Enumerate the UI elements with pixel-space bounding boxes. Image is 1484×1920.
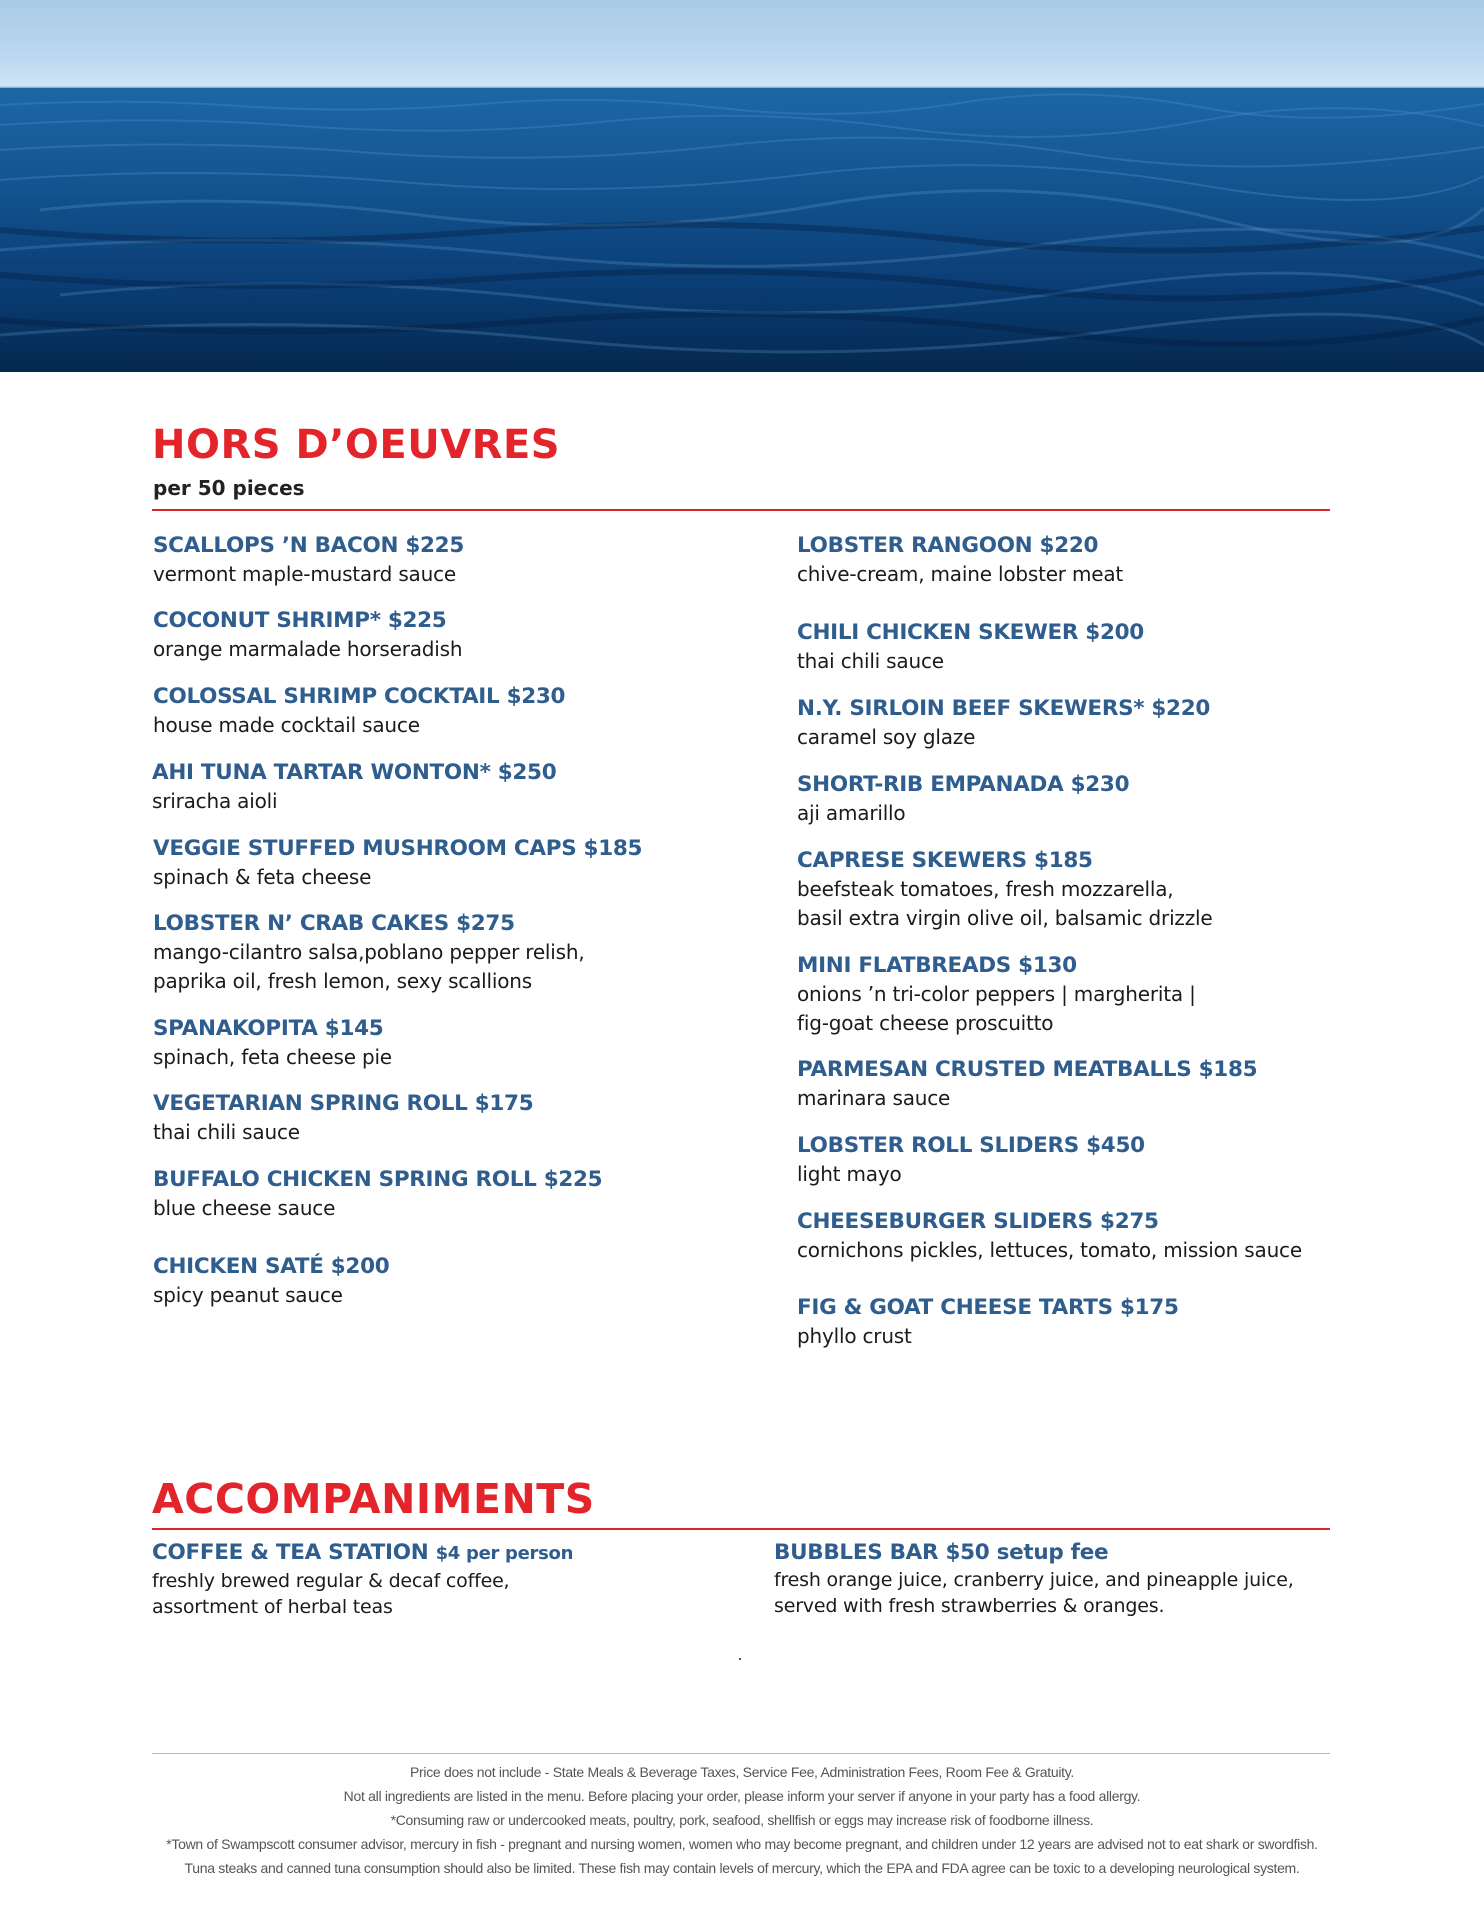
menu-item-description: vermont maple-mustard sauce (153, 562, 456, 586)
menu-item-name: CHEESEBURGER SLIDERS $275 (797, 1209, 1159, 1234)
menu-item-lobster-rangoon (797, 531, 1317, 589)
menu-item-description: house made cocktail sauce (153, 713, 420, 737)
menu-item-description: light mayo (797, 1162, 902, 1186)
menu-item-name: LOBSTER RANGOON $220 (797, 533, 1099, 558)
menu-item-spanakopita (153, 1014, 673, 1072)
footer-line-price: Price does not include - State Meals & Beverage Taxes, Service Fee, Administration Fees, Room Fee & Gratuity. (410, 1764, 1074, 1780)
ocean-banner-image (0, 0, 1484, 372)
footer-line-mercury-advisory: *Town of Swampscott consumer advisor, mercury in fish - pregnant and nursing women, women who may become pregnant, and children under 12 years are advised not to eat shark or swordfish. (166, 1836, 1318, 1852)
menu-item-description: spicy peanut sauce (153, 1283, 343, 1307)
menu-item-description: aji amarillo (797, 801, 906, 825)
menu-item-description: spinach & feta cheese (153, 865, 372, 889)
menu-item-fig-goat-cheese-tarts (797, 1293, 1317, 1351)
menu-item-name: N.Y. SIRLOIN BEEF SKEWERS* $220 (797, 696, 1211, 721)
menu-item-ny-sirloin-beef-skewers (797, 694, 1317, 752)
footer-disclaimer (0, 1760, 1484, 1880)
menu-item-name: AHI TUNA TARTAR WONTON* $250 (152, 760, 557, 785)
menu-item-description: mango-cilantro salsa,poblano pepper relish, paprika oil, fresh lemon, sexy scallions (153, 940, 585, 993)
menu-item-description: spinach, feta cheese pie (153, 1045, 392, 1069)
menu-item-scallops-n-bacon (153, 531, 673, 589)
menu-item-name: CHICKEN SATÉ $200 (153, 1254, 390, 1279)
accompaniment-price: $4 per person (435, 1543, 574, 1564)
menu-item-description: thai chili sauce (797, 649, 944, 673)
menu-item-name: PARMESAN CRUSTED MEATBALLS $185 (797, 1057, 1258, 1082)
footer-line-raw-food: *Consuming raw or undercooked meats, poultry, pork, seafood, shellfish or eggs may increase risk of foodborne illness. (390, 1812, 1094, 1828)
menu-item-description: orange marmalade horseradish (153, 637, 463, 661)
menu-item-name: LOBSTER N’ CRAB CAKES $275 (153, 911, 515, 936)
menu-item-description: beefsteak tomatoes, fresh mozzarella, basil extra virgin olive oil, balsamic drizzle (797, 877, 1213, 930)
menu-item-mini-flatbreads (797, 951, 1317, 1038)
menu-item-description: chive-cream, maine lobster meat (797, 562, 1124, 586)
accompaniment-name: BUBBLES BAR $50 setup fee (774, 1540, 1109, 1565)
menu-item-description: marinara sauce (797, 1086, 951, 1110)
menu-item-parmesan-crusted-meatballs (797, 1055, 1317, 1113)
accompaniment-description: fresh orange juice, cranberry juice, and pineapple juice, served with fresh strawberries & oranges. (774, 1569, 1294, 1617)
menu-item-lobster-roll-sliders (797, 1131, 1317, 1189)
accompaniment-name: COFFEE & TEA STATION $4 per person (152, 1540, 574, 1565)
menu-item-description: sriracha aioli (152, 789, 278, 813)
menu-item-name: SCALLOPS ’N BACON $225 (153, 533, 464, 558)
menu-item-description: cornichons pickles, lettuces, tomato, mission sauce (797, 1238, 1302, 1262)
menu-item-name: SPANAKOPITA $145 (153, 1016, 384, 1041)
menu-item-vegetarian-spring-roll (153, 1089, 673, 1147)
menu-item-name: VEGETARIAN SPRING ROLL $175 (153, 1091, 534, 1116)
menu-item-name: CAPRESE SKEWERS $185 (797, 848, 1093, 873)
menu-item-name: FIG & GOAT CHEESE TARTS $175 (797, 1295, 1179, 1320)
menu-item-name: SHORT-RIB EMPANADA $230 (797, 772, 1130, 797)
ocean-waves-graphic (0, 0, 1484, 372)
menu-item-description: thai chili sauce (153, 1120, 300, 1144)
menu-item-name: COLOSSAL SHRIMP COCKTAIL $230 (153, 684, 566, 709)
menu-item-description: caramel soy glaze (797, 725, 976, 749)
menu-item-cheeseburger-sliders (797, 1207, 1357, 1265)
accompaniment-description: freshly brewed regular & decaf coffee, assortment of herbal teas (152, 1570, 510, 1618)
menu-item-veggie-stuffed-mushroom-caps (153, 834, 673, 892)
accompaniments-divider (152, 1528, 1330, 1530)
stray-dot (739, 1658, 741, 1660)
footer-line-tuna: Tuna steaks and canned tuna consumption should also be limited. These fish may contain levels of mercury, which the EPA and FDA agree can be toxic to a developing neurological system. (184, 1860, 1300, 1876)
menu-item-name: MINI FLATBREADS $130 (797, 953, 1077, 978)
menu-item-name: COCONUT SHRIMP* $225 (153, 608, 447, 633)
menu-item-ahi-tuna-tartar-wonton (152, 758, 672, 816)
menu-item-coconut-shrimp (153, 606, 673, 664)
accompaniment-bubbles-bar (774, 1539, 1374, 1619)
menu-item-chili-chicken-skewer (797, 618, 1317, 676)
menu-item-name: LOBSTER ROLL SLIDERS $450 (797, 1133, 1145, 1158)
hors-doeuvres-subtitle: per 50 pieces (153, 476, 305, 500)
menu-item-chicken-sate (153, 1252, 673, 1310)
hors-doeuvres-heading: HORS D’OEUVRES (152, 422, 561, 468)
footer-line-allergy: Not all ingredients are listed in the menu. Before placing your order, please inform your server if anyone in your party has a food allergy. (343, 1788, 1141, 1804)
menu-item-short-rib-empanada (797, 770, 1317, 828)
footer-divider (152, 1753, 1330, 1754)
menu-item-description: onions ’n tri-color peppers | margherita | fig-goat cheese proscuitto (797, 982, 1196, 1035)
accompaniment-price: $50 setup fee (945, 1540, 1109, 1565)
menu-item-buffalo-chicken-spring-roll (153, 1165, 673, 1223)
menu-item-description: blue cheese sauce (153, 1196, 336, 1220)
menu-item-name: VEGGIE STUFFED MUSHROOM CAPS $185 (153, 836, 643, 861)
accompaniments-heading: ACCOMPANIMENTS (152, 1475, 595, 1523)
accompaniment-coffee-tea-station (152, 1539, 712, 1620)
menu-item-lobster-n-crab-cakes (153, 909, 673, 996)
menu-item-caprese-skewers (797, 846, 1317, 933)
menu-item-name: BUFFALO CHICKEN SPRING ROLL $225 (153, 1167, 603, 1192)
menu-item-description: phyllo crust (797, 1324, 912, 1348)
menu-item-colossal-shrimp-cocktail (153, 682, 673, 740)
menu-item-name: CHILI CHICKEN SKEWER $200 (797, 620, 1144, 645)
hors-doeuvres-divider (152, 509, 1330, 511)
